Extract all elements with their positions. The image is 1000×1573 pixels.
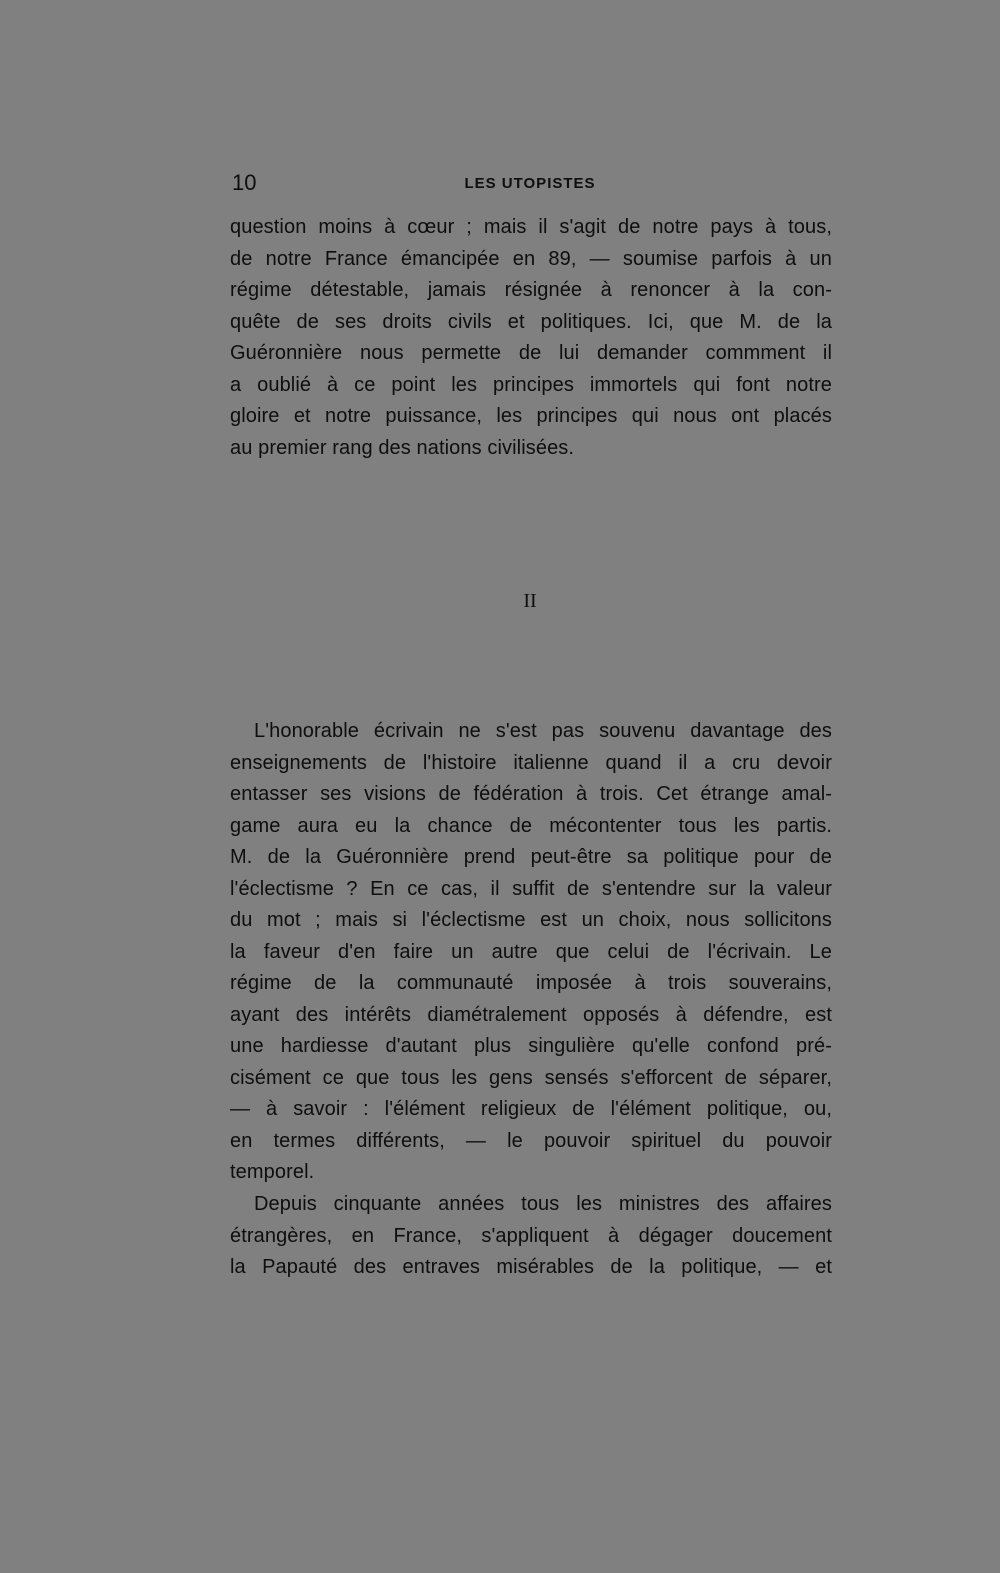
- paragraph-2: [230, 716, 832, 1189]
- text-line: ayant des intérêts diamétralement opposés à défendre, est: [230, 1003, 832, 1026]
- text-line: cisément ce que tous les gens sensés s'efforcent de séparer,: [230, 1066, 832, 1089]
- text-line: a oublié à ce point les principes immortels qui font notre: [230, 373, 832, 396]
- text-line: question moins à cœur ; mais il s'agit de notre pays à tous,: [230, 216, 832, 238]
- text-line: L'honorable écrivain ne s'est pas souvenu davantage des: [254, 720, 832, 742]
- text-line: temporel.: [230, 1161, 315, 1183]
- section-heading: II: [523, 590, 537, 612]
- paragraph-1: [230, 212, 832, 464]
- text-line: en termes différents, — le pouvoir spirituel du pouvoir: [230, 1129, 832, 1152]
- running-head: [230, 170, 830, 200]
- paragraph-3: [230, 1189, 832, 1284]
- text-line: entasser ses visions de fédération à trois. Cet étrange amal-: [230, 783, 832, 805]
- text-line: la Papauté des entraves misérables de la politique, — et: [230, 1256, 832, 1278]
- text-line: quête de ses droits civils et politiques. Ici, que M. de la: [230, 310, 832, 333]
- text-line: gloire et notre puissance, les principes qui nous ont placés: [230, 405, 832, 427]
- text-line: — à savoir : l'élément religieux de l'élément politique, ou,: [230, 1098, 832, 1120]
- text-line: du mot ; mais si l'éclectisme est un choix, nous sollicitons: [230, 909, 832, 931]
- text-line: la faveur d'en faire un autre que celui de l'écrivain. Le: [230, 940, 832, 963]
- text-line: au premier rang des nations civilisées.: [230, 436, 575, 459]
- page-number: 10: [232, 170, 257, 195]
- text-line: régime de la communauté imposée à trois souverains,: [230, 972, 832, 994]
- text-line: Depuis cinquante années tous les ministres des affaires: [254, 1193, 832, 1215]
- running-title: LES UTOPISTES: [464, 175, 596, 192]
- text-line: game aura eu la chance de mécontenter tous les partis.: [230, 814, 832, 837]
- text-line: enseignements de l'histoire italienne quand il a cru devoir: [230, 751, 832, 774]
- text-line: une hardiesse d'autant plus singulière qu'elle confond pré-: [230, 1035, 832, 1057]
- text-line: étrangères, en France, s'appliquent à dégager doucement: [230, 1224, 832, 1247]
- text-line: l'éclectisme ? En ce cas, il suffit de s'entendre sur la valeur: [230, 877, 832, 900]
- text-line: régime détestable, jamais résignée à renoncer à la con-: [230, 279, 832, 301]
- text-line: M. de la Guéronnière prend peut-être sa politique pour de: [230, 846, 832, 868]
- text-line: Guéronnière nous permette de lui demander commment il: [230, 342, 832, 364]
- text-line: de notre France émancipée en 89, — soumise parfois à un: [230, 247, 832, 270]
